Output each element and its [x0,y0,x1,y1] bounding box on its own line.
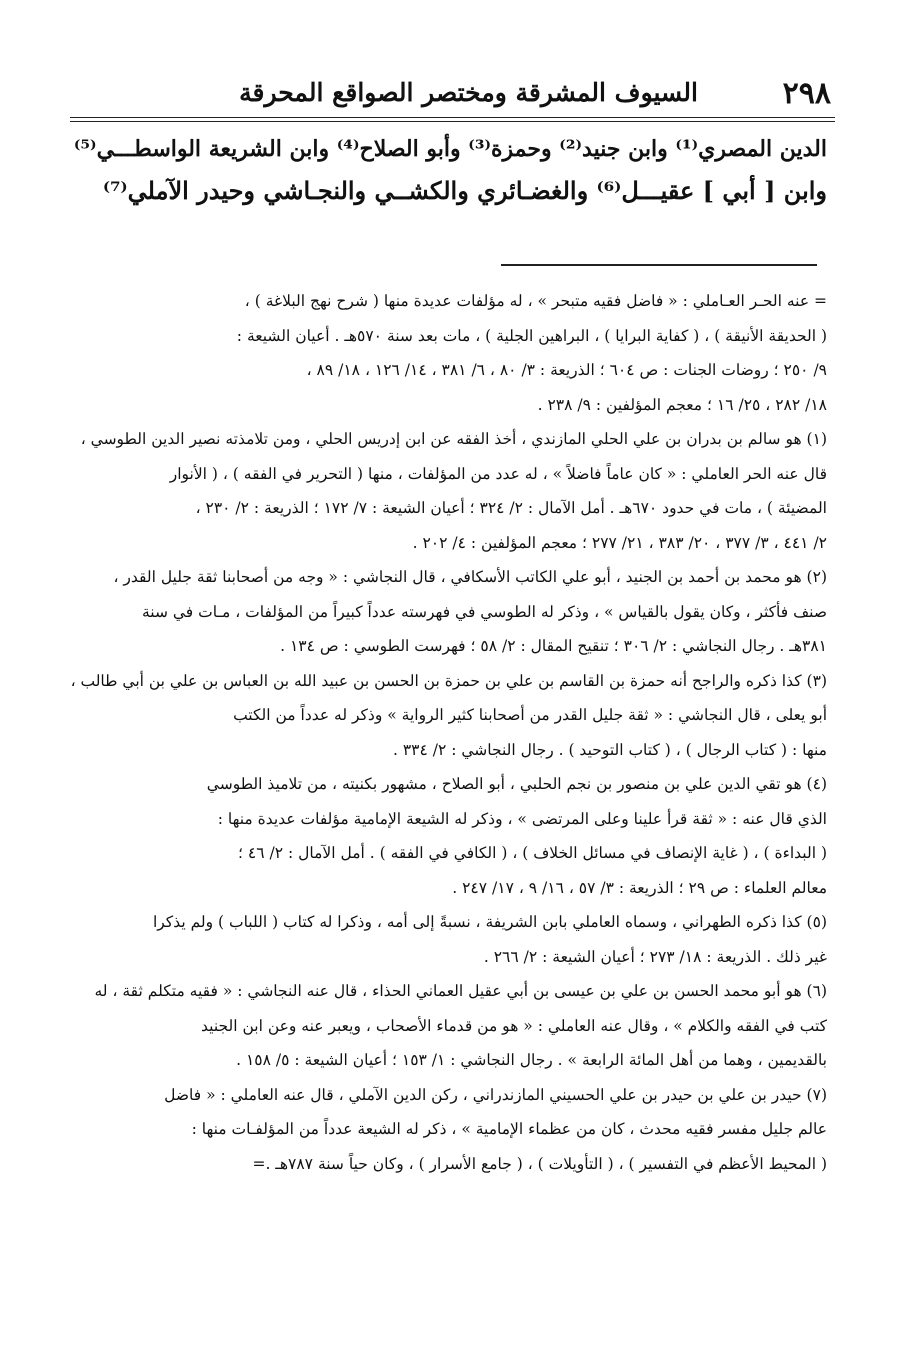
footnote-line: صنف فأكثر ، وكان يقول بالقياس » ، وذكر له الطوسي في فهرسته عدداً كبيراً من المؤلفات ، مـات في سنة [141,602,827,621]
page-header [70,72,835,118]
running-title: السيوف المشرقة ومختصر الصواقع المحرقة [239,78,698,107]
footnote-line: أبو يعلى ، قال النجاشي : « ثقة جليل القدر من أصحابنا كثير الرواية » وذكر له عدداً من الكتب [233,706,827,724]
footnote-line: بالقديمين ، وهما من أهل المائة الرابعة » . رجال النجاشي : ١/ ١٥٣ ؛ أعيان الشيعة : ٥/ ١٥٨ . [236,1051,827,1069]
footnote-line: (١) هو سالم بن بدران بن علي الحلي المازندي ، أخذ الفقه عن ابن إدريس الحلي ، ومن تلامذته نصير الدين الطوسي ، [80,430,827,448]
footnote-line: عالم جليل مفسر فقيه محدث ، كان من عظماء الإمامية » ، ذكر له الشيعة عدداً من المؤلفـات منها : [191,1120,827,1138]
footnote-line: ٢/ ٤٤١ ، ٣/ ٣٧٧ ، ٢٠/ ٣٨٣ ، ٢١/ ٢٧٧ ؛ معجم المؤلفين : ٤/ ٢٠٢ . [412,533,827,552]
footnote-line: (٥) كذا ذكره الطهراني ، وسماه العاملي بابن الشريفة ، نسبةً إلى أمه ، وذكرا له كتاب ( اللباب ) ولم يذكرا [152,913,827,931]
main-text-line: الدين المصري⁽¹⁾ وابن جنيد⁽²⁾ وحمزة⁽³⁾ وأبو الصلاح⁽⁴⁾ وابن الشريعة الواسطـــي⁽⁵⁾ [73,136,827,162]
footnote-line: = عنه الحـر العـاملي : « فاضل فقيه متبحر » ، له مؤلفات عديدة منها ( شرح نهج البلاغة ) ، [244,292,827,310]
footnote-line: ( المحيط الأعظم في التفسير ) ، ( التأويلات ) ، ( جامع الأسرار ) ، وكان حياً سنة ٧٨٧هـ .= [252,1154,827,1173]
footnote-line: (٤) هو تقي الدين علي بن منصور بن نجم الحلبي ، أبو الصلاح ، مشهور بكنيته ، من تلاميذ الطوسي [206,775,827,793]
footnote-line: كتب في الفقه والكلام » ، وقال عنه العاملي : « هو من قدماء الأصحاب ، ويعبر عنه وعن ابن الجنيد [201,1016,827,1035]
footnote-line: (٧) حيدر بن علي بن حيدر بن علي الحسيني المازندراني ، ركن الدين الآملي ، قال عنه العاملي : « فاضل [164,1085,827,1104]
main-text-line: وابن [ أبي ] عقيـــل⁽⁶⁾ والغضـائري والكشــي والنجـاشي وحيدر الآملي⁽⁷⁾ [102,176,827,205]
footnote-line: معالم العلماء : ص ٢٩ ؛ الذريعة : ٣/ ٥٧ ، ١٦/ ٩ ، ١٧/ ٢٤٧ . [452,878,827,897]
footnote-line: ٣٨١هـ . رجال النجاشي : ٢/ ٣٠٦ ؛ تنقيح المقال : ٢/ ٥٨ ؛ فهرست الطوسي : ص ١٣٤ . [280,637,827,655]
header-rule [70,117,835,118]
footnote-line: غير ذلك . الذريعة : ١٨/ ٢٧٣ ؛ أعيان الشيعة : ٢/ ٢٦٦ . [483,947,827,966]
footnote-line: ( البداءة ) ، ( غاية الإنصاف في مسائل الخلاف ) ، ( الكافي في الفقه ) . أمل الآمال : ٢/ ٤٦ ؛ [238,844,827,862]
footnote-line: قال عنه الحر العاملي : « كان عاماً فاضلاً » ، له عدد من المؤلفات ، منها ( التحرير في الفقه ) ، ( الأنوار [169,464,827,483]
footnote-divider [501,264,817,266]
footnote-line: ١٨/ ٢٨٢ ، ٢٥/ ١٦ ؛ معجم المؤلفين : ٩/ ٢٣٨ . [537,395,827,414]
footnote-line: منها : ( كتاب الرجال ) ، ( كتاب التوحيد ) . رجال النجاشي : ٢/ ٣٣٤ . [392,740,827,759]
footnote-line: (٢) هو محمد بن أحمد بن الجنيد ، أبو علي الكاتب الأسكافي ، قال النجاشي : « وجه من أصحابنا ثقة جليل القدر ، [113,568,827,586]
footnote-line: المضيئة ) ، مات في حدود ٦٧٠هـ . أمل الآمال : ٢/ ٣٢٤ ؛ أعيان الشيعة : ٧/ ١٧٢ ؛ الذريعة : ٢/ ٢٣٠ ، [195,499,827,517]
footnote-line: (٣) كذا ذكره والراجح أنه حمزة بن القاسم بن علي بن حمزة بن الحسن بن عبيد الله بن العباس بن علي بن أبي طالب ، [70,671,827,690]
footnote-line: ٩/ ٢٥٠ ؛ روضات الجنات : ص ٦٠٤ ؛ الذريعة : ٣/ ٨٠ ، ٦/ ٣٨١ ، ١٤/ ١٢٦ ، ١٨/ ٨٩ ، [306,361,827,379]
footnote-line: ( الحديقة الأنيقة ) ، ( كفاية البرايا ) ، البراهين الجلية ) ، مات بعد سنة ٥٧٠هـ . أعيان الشيعة : [236,326,827,345]
footnote-line: (٦) هو أبو محمد الحسن بن علي بن عيسى بن أبي عقيل العماني الحذاء ، قال عنه النجاشي : « فقيه متكلم ثقة ، له [94,982,827,1000]
footnote-line: الذي قال عنه : « ثقة قرأ علينا وعلى المرتضى » ، وذكر له الشيعة الإمامية مؤلفات عديدة منها : [217,809,827,828]
footnotes [66,284,827,1181]
main-text [66,128,827,212]
page-number: ٢٩٨ [782,76,831,111]
header-rule-secondary [70,121,835,122]
